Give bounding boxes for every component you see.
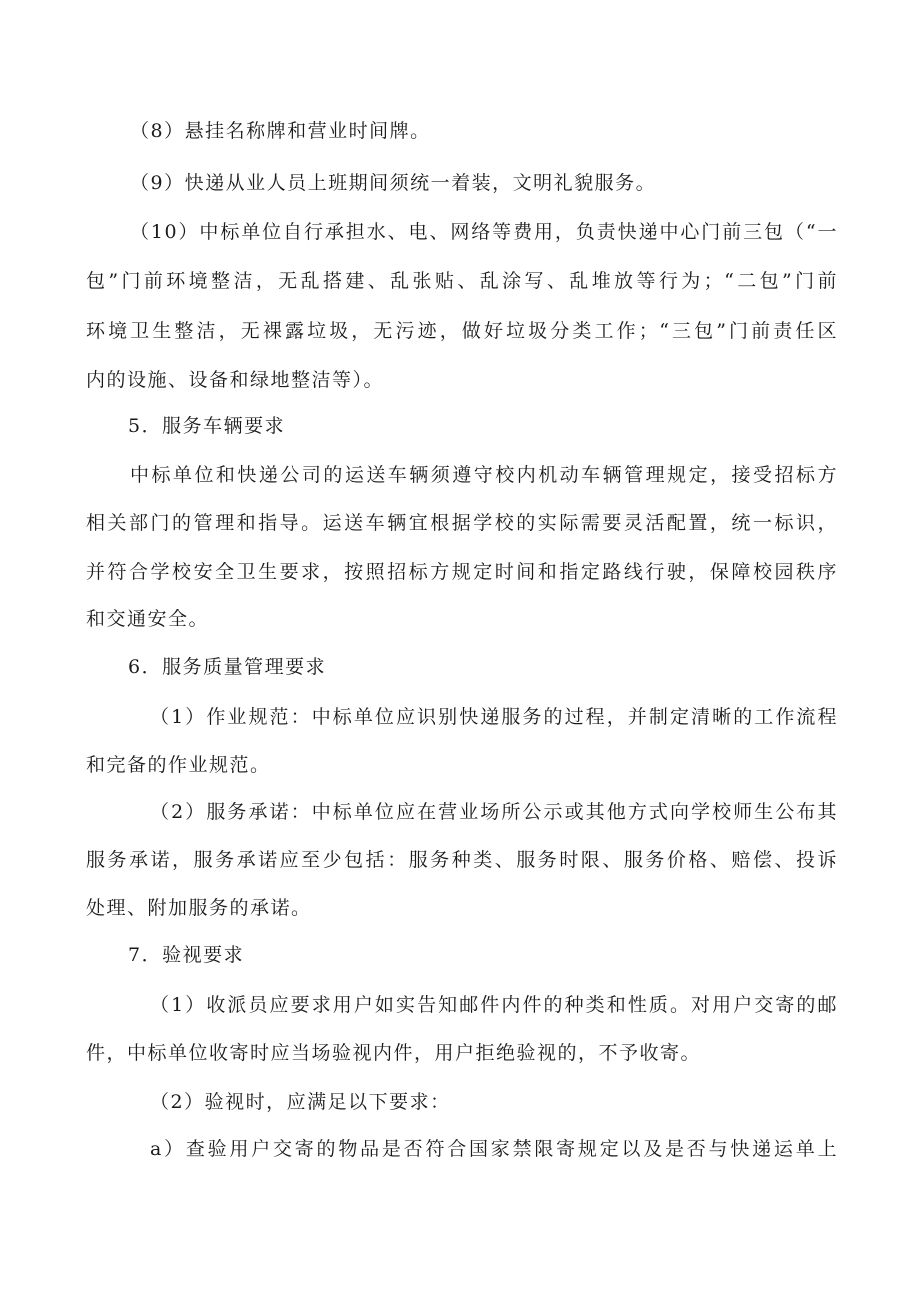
paragraph-line: 处理、附加服务的承诺。 bbox=[86, 897, 312, 919]
paragraph-line: 件，中标单位收寄时应当场验视内件，用户拒绝验视的，不予收寄。 bbox=[86, 1042, 702, 1064]
paragraph-line: 中标单位和快递公司的运送车辆须遵守校内机动车辆管理规定，接受招标方 bbox=[130, 464, 838, 486]
section-heading: 6．服务质量管理要求 bbox=[128, 656, 327, 678]
paragraph-line: 服务承诺，服务承诺应至少包括：服务种类、服务时限、服务价格、赔偿、投诉 bbox=[86, 849, 838, 871]
paragraph-line: （2）服务承诺：中标单位应在营业场所公示或其他方式向学校师生公布其 bbox=[150, 801, 838, 823]
paragraph-line: （2）验视时，应满足以下要求： bbox=[150, 1091, 451, 1113]
paragraph-line: 包”门前环境整洁，无乱搭建、乱张贴、乱涂写、乱堆放等行为；“二包”门前 bbox=[86, 270, 838, 292]
paragraph-line: （1）作业规范：中标单位应识别快递服务的过程，并制定清晰的工作流程 bbox=[150, 706, 838, 728]
paragraph-line: （9）快递从业人员上班期间须统一着装，文明礼貌服务。 bbox=[130, 172, 657, 194]
section-heading: 5．服务车辆要求 bbox=[128, 415, 286, 437]
paragraph-line: 和交通安全。 bbox=[86, 608, 210, 630]
section-heading: 7．验视要求 bbox=[128, 944, 245, 966]
paragraph-line: 和完备的作业规范。 bbox=[86, 754, 271, 776]
paragraph-line: 环境卫生整洁，无裸露垃圾，无污迹，做好垃圾分类工作；“三包”门前责任区 bbox=[86, 320, 838, 342]
paragraph-line: a）查验用户交寄的物品是否符合国家禁限寄规定以及是否与快递运单上 bbox=[150, 1138, 838, 1160]
paragraph-line: 并符合学校安全卫生要求，按照招标方规定时间和指定路线行驶，保障校园秩序 bbox=[86, 561, 838, 583]
paragraph-line: （10）中标单位自行承担水、电、网络等费用，负责快递中心门前三包（“一 bbox=[130, 221, 838, 243]
paragraph-line: （8）悬挂名称牌和营业时间牌。 bbox=[130, 120, 431, 142]
paragraph-line: 相关部门的管理和指导。运送车辆宜根据学校的实际需要灵活配置，统一标识， bbox=[86, 512, 838, 534]
paragraph-line: （1）收派员应要求用户如实告知邮件内件的种类和性质。对用户交寄的邮 bbox=[150, 994, 838, 1016]
paragraph-line: 内的设施、设备和绿地整洁等）。 bbox=[86, 369, 385, 391]
